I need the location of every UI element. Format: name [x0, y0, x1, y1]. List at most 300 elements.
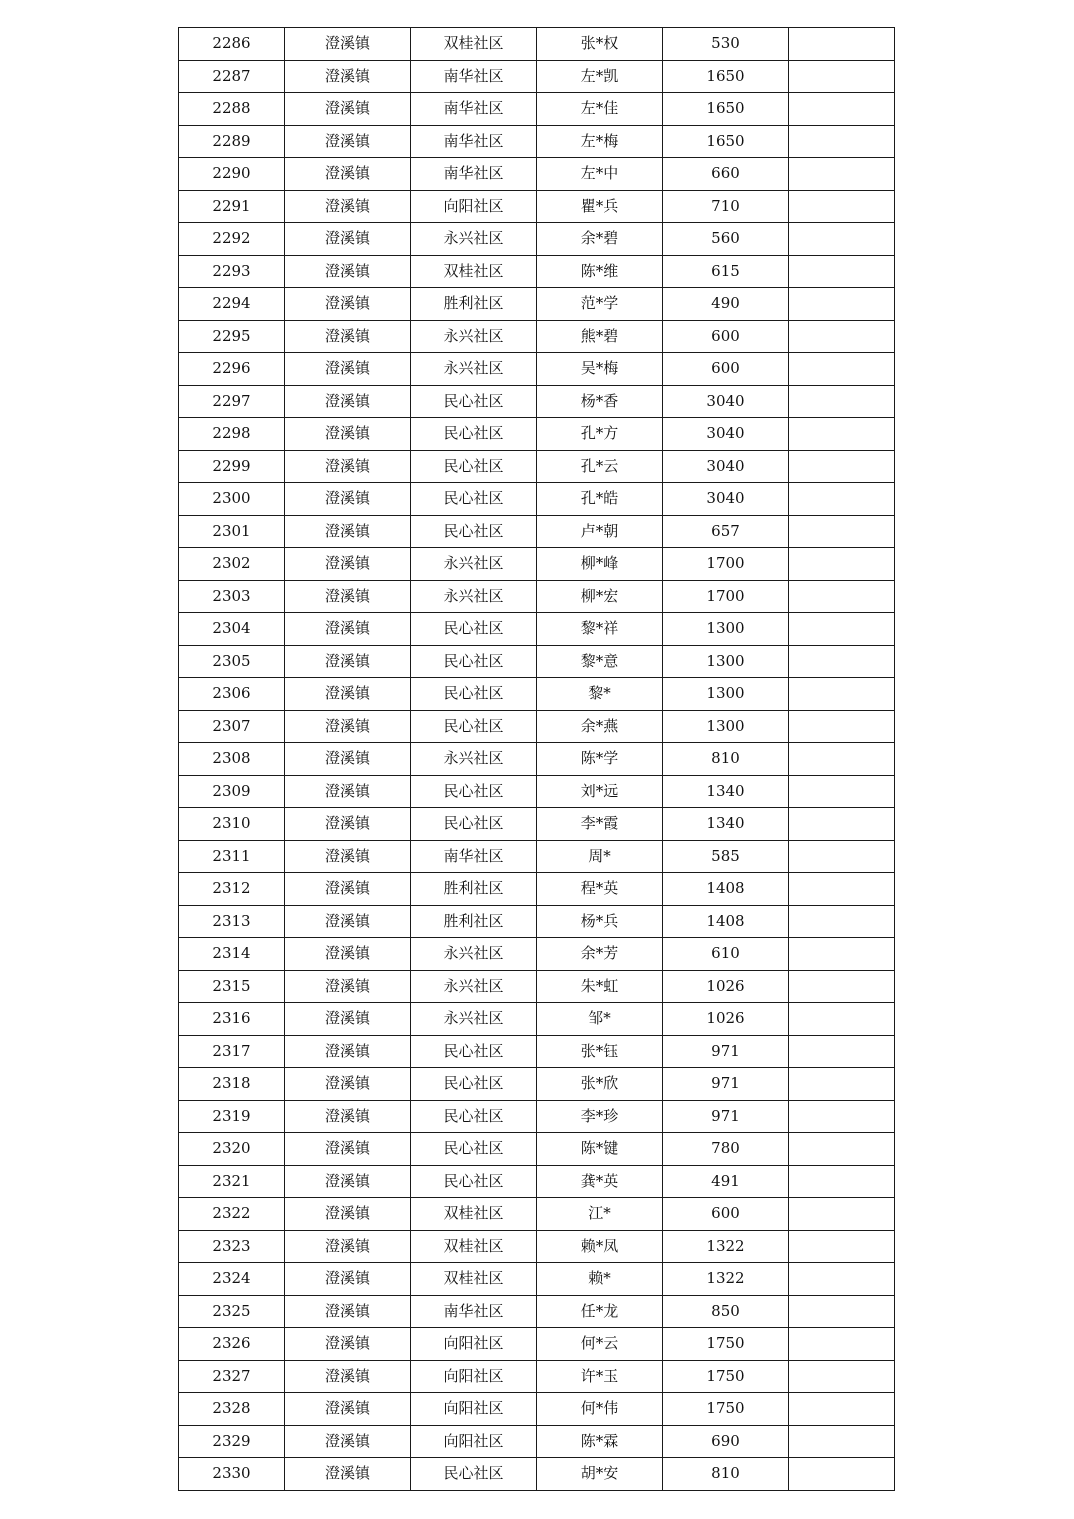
amount-cell: 850 — [663, 1295, 789, 1328]
note-cell — [789, 1295, 895, 1328]
table-row — [179, 450, 895, 483]
table-row — [179, 353, 895, 386]
row-number-cell: 2288 — [179, 93, 285, 126]
town-cell: 澄溪镇 — [285, 1165, 411, 1198]
town-cell: 澄溪镇 — [285, 1328, 411, 1361]
row-number-cell: 2296 — [179, 353, 285, 386]
row-number-cell: 2286 — [179, 28, 285, 61]
amount-cell: 3040 — [663, 418, 789, 451]
community-cell: 永兴社区 — [411, 580, 537, 613]
town-cell: 澄溪镇 — [285, 60, 411, 93]
community-cell: 永兴社区 — [411, 320, 537, 353]
name-cell: 赖* — [537, 1263, 663, 1296]
table-row — [179, 223, 895, 256]
name-cell: 张*钰 — [537, 1035, 663, 1068]
community-cell: 永兴社区 — [411, 353, 537, 386]
community-cell: 双桂社区 — [411, 1230, 537, 1263]
table-row — [179, 483, 895, 516]
table-row — [179, 1230, 895, 1263]
name-cell: 黎*意 — [537, 645, 663, 678]
note-cell — [789, 645, 895, 678]
town-cell: 澄溪镇 — [285, 1198, 411, 1231]
town-cell: 澄溪镇 — [285, 1230, 411, 1263]
table-row — [179, 645, 895, 678]
amount-cell: 1700 — [663, 580, 789, 613]
name-cell: 张*权 — [537, 28, 663, 61]
amount-cell: 1026 — [663, 1003, 789, 1036]
note-cell — [789, 840, 895, 873]
community-cell: 民心社区 — [411, 710, 537, 743]
note-cell — [789, 1425, 895, 1458]
town-cell: 澄溪镇 — [285, 1458, 411, 1491]
table-row — [179, 840, 895, 873]
name-cell: 柳*宏 — [537, 580, 663, 613]
note-cell — [789, 613, 895, 646]
row-number-cell: 2327 — [179, 1360, 285, 1393]
name-cell: 朱*虹 — [537, 970, 663, 1003]
amount-cell: 1300 — [663, 678, 789, 711]
note-cell — [789, 873, 895, 906]
town-cell: 澄溪镇 — [285, 1100, 411, 1133]
row-number-cell: 2287 — [179, 60, 285, 93]
amount-cell: 600 — [663, 353, 789, 386]
note-cell — [789, 1198, 895, 1231]
amount-cell: 1300 — [663, 710, 789, 743]
town-cell: 澄溪镇 — [285, 613, 411, 646]
community-cell: 双桂社区 — [411, 28, 537, 61]
amount-cell: 1750 — [663, 1360, 789, 1393]
table-row — [179, 190, 895, 223]
row-number-cell: 2316 — [179, 1003, 285, 1036]
row-number-cell: 2309 — [179, 775, 285, 808]
town-cell: 澄溪镇 — [285, 1425, 411, 1458]
name-cell: 李*霞 — [537, 808, 663, 841]
row-number-cell: 2301 — [179, 515, 285, 548]
row-number-cell: 2315 — [179, 970, 285, 1003]
row-number-cell: 2319 — [179, 1100, 285, 1133]
row-number-cell: 2317 — [179, 1035, 285, 1068]
name-cell: 周* — [537, 840, 663, 873]
table-row — [179, 125, 895, 158]
row-number-cell: 2303 — [179, 580, 285, 613]
table-row — [179, 288, 895, 321]
row-number-cell: 2292 — [179, 223, 285, 256]
row-number-cell: 2298 — [179, 418, 285, 451]
town-cell: 澄溪镇 — [285, 125, 411, 158]
name-cell: 柳*峰 — [537, 548, 663, 581]
table-row — [179, 905, 895, 938]
note-cell — [789, 1360, 895, 1393]
table-row — [179, 1198, 895, 1231]
roster-table-body — [179, 28, 895, 1491]
note-cell — [789, 320, 895, 353]
town-cell: 澄溪镇 — [285, 223, 411, 256]
community-cell: 民心社区 — [411, 645, 537, 678]
amount-cell: 660 — [663, 158, 789, 191]
table-row — [179, 743, 895, 776]
row-number-cell: 2295 — [179, 320, 285, 353]
note-cell — [789, 1328, 895, 1361]
town-cell: 澄溪镇 — [285, 255, 411, 288]
town-cell: 澄溪镇 — [285, 905, 411, 938]
town-cell: 澄溪镇 — [285, 450, 411, 483]
name-cell: 陈*键 — [537, 1133, 663, 1166]
note-cell — [789, 1230, 895, 1263]
name-cell: 胡*安 — [537, 1458, 663, 1491]
table-row — [179, 613, 895, 646]
community-cell: 民心社区 — [411, 1068, 537, 1101]
note-cell — [789, 1003, 895, 1036]
table-row — [179, 1035, 895, 1068]
town-cell: 澄溪镇 — [285, 548, 411, 581]
note-cell — [789, 678, 895, 711]
amount-cell: 780 — [663, 1133, 789, 1166]
amount-cell: 1408 — [663, 905, 789, 938]
name-cell: 孔*云 — [537, 450, 663, 483]
community-cell: 向阳社区 — [411, 1360, 537, 1393]
note-cell — [789, 28, 895, 61]
amount-cell: 971 — [663, 1068, 789, 1101]
table-row — [179, 1458, 895, 1491]
table-row — [179, 970, 895, 1003]
town-cell: 澄溪镇 — [285, 1263, 411, 1296]
community-cell: 向阳社区 — [411, 1328, 537, 1361]
amount-cell: 1300 — [663, 613, 789, 646]
amount-cell: 657 — [663, 515, 789, 548]
note-cell — [789, 548, 895, 581]
amount-cell: 1300 — [663, 645, 789, 678]
name-cell: 李*珍 — [537, 1100, 663, 1133]
table-row — [179, 1295, 895, 1328]
amount-cell: 490 — [663, 288, 789, 321]
name-cell: 杨*香 — [537, 385, 663, 418]
community-cell: 永兴社区 — [411, 548, 537, 581]
community-cell: 双桂社区 — [411, 1198, 537, 1231]
community-cell: 民心社区 — [411, 385, 537, 418]
row-number-cell: 2312 — [179, 873, 285, 906]
note-cell — [789, 1393, 895, 1426]
community-cell: 永兴社区 — [411, 938, 537, 971]
row-number-cell: 2324 — [179, 1263, 285, 1296]
name-cell: 邹* — [537, 1003, 663, 1036]
note-cell — [789, 483, 895, 516]
name-cell: 陈*维 — [537, 255, 663, 288]
note-cell — [789, 1165, 895, 1198]
amount-cell: 610 — [663, 938, 789, 971]
note-cell — [789, 905, 895, 938]
town-cell: 澄溪镇 — [285, 515, 411, 548]
note-cell — [789, 223, 895, 256]
table-row — [179, 775, 895, 808]
name-cell: 杨*兵 — [537, 905, 663, 938]
town-cell: 澄溪镇 — [285, 808, 411, 841]
note-cell — [789, 190, 895, 223]
amount-cell: 1750 — [663, 1328, 789, 1361]
table-row — [179, 1328, 895, 1361]
name-cell: 陈*霖 — [537, 1425, 663, 1458]
note-cell — [789, 1458, 895, 1491]
amount-cell: 600 — [663, 320, 789, 353]
note-cell — [789, 938, 895, 971]
town-cell: 澄溪镇 — [285, 1133, 411, 1166]
name-cell: 程*英 — [537, 873, 663, 906]
note-cell — [789, 353, 895, 386]
community-cell: 南华社区 — [411, 60, 537, 93]
row-number-cell: 2300 — [179, 483, 285, 516]
community-cell: 永兴社区 — [411, 970, 537, 1003]
row-number-cell: 2289 — [179, 125, 285, 158]
town-cell: 澄溪镇 — [285, 775, 411, 808]
row-number-cell: 2329 — [179, 1425, 285, 1458]
name-cell: 江* — [537, 1198, 663, 1231]
amount-cell: 1650 — [663, 93, 789, 126]
community-cell: 南华社区 — [411, 1295, 537, 1328]
town-cell: 澄溪镇 — [285, 710, 411, 743]
name-cell: 刘*远 — [537, 775, 663, 808]
community-cell: 民心社区 — [411, 808, 537, 841]
row-number-cell: 2318 — [179, 1068, 285, 1101]
name-cell: 吴*梅 — [537, 353, 663, 386]
table-row — [179, 28, 895, 61]
name-cell: 卢*朝 — [537, 515, 663, 548]
row-number-cell: 2321 — [179, 1165, 285, 1198]
table-row — [179, 320, 895, 353]
community-cell: 民心社区 — [411, 418, 537, 451]
community-cell: 民心社区 — [411, 515, 537, 548]
row-number-cell: 2330 — [179, 1458, 285, 1491]
community-cell: 胜利社区 — [411, 905, 537, 938]
name-cell: 左*凯 — [537, 60, 663, 93]
table-row — [179, 1100, 895, 1133]
row-number-cell: 2293 — [179, 255, 285, 288]
community-cell: 民心社区 — [411, 1458, 537, 1491]
table-row — [179, 1003, 895, 1036]
amount-cell: 3040 — [663, 450, 789, 483]
name-cell: 左*中 — [537, 158, 663, 191]
town-cell: 澄溪镇 — [285, 1035, 411, 1068]
table-row — [179, 548, 895, 581]
table-row — [179, 1393, 895, 1426]
row-number-cell: 2328 — [179, 1393, 285, 1426]
table-row — [179, 60, 895, 93]
amount-cell: 1700 — [663, 548, 789, 581]
note-cell — [789, 288, 895, 321]
town-cell: 澄溪镇 — [285, 483, 411, 516]
note-cell — [789, 125, 895, 158]
community-cell: 永兴社区 — [411, 1003, 537, 1036]
amount-cell: 1026 — [663, 970, 789, 1003]
note-cell — [789, 808, 895, 841]
amount-cell: 585 — [663, 840, 789, 873]
community-cell: 民心社区 — [411, 1133, 537, 1166]
community-cell: 胜利社区 — [411, 288, 537, 321]
community-cell: 民心社区 — [411, 1165, 537, 1198]
row-number-cell: 2323 — [179, 1230, 285, 1263]
amount-cell: 491 — [663, 1165, 789, 1198]
amount-cell: 1750 — [663, 1393, 789, 1426]
table-row — [179, 710, 895, 743]
amount-cell: 560 — [663, 223, 789, 256]
name-cell: 孔*方 — [537, 418, 663, 451]
amount-cell: 600 — [663, 1198, 789, 1231]
table-row — [179, 938, 895, 971]
note-cell — [789, 580, 895, 613]
community-cell: 双桂社区 — [411, 1263, 537, 1296]
table-row — [179, 808, 895, 841]
row-number-cell: 2313 — [179, 905, 285, 938]
town-cell: 澄溪镇 — [285, 28, 411, 61]
name-cell: 龚*英 — [537, 1165, 663, 1198]
row-number-cell: 2311 — [179, 840, 285, 873]
row-number-cell: 2304 — [179, 613, 285, 646]
row-number-cell: 2307 — [179, 710, 285, 743]
name-cell: 任*龙 — [537, 1295, 663, 1328]
community-cell: 南华社区 — [411, 158, 537, 191]
town-cell: 澄溪镇 — [285, 418, 411, 451]
row-number-cell: 2291 — [179, 190, 285, 223]
town-cell: 澄溪镇 — [285, 645, 411, 678]
amount-cell: 810 — [663, 743, 789, 776]
community-cell: 南华社区 — [411, 840, 537, 873]
town-cell: 澄溪镇 — [285, 190, 411, 223]
row-number-cell: 2325 — [179, 1295, 285, 1328]
amount-cell: 810 — [663, 1458, 789, 1491]
note-cell — [789, 385, 895, 418]
amount-cell: 530 — [663, 28, 789, 61]
community-cell: 民心社区 — [411, 483, 537, 516]
note-cell — [789, 970, 895, 1003]
name-cell: 熊*碧 — [537, 320, 663, 353]
town-cell: 澄溪镇 — [285, 1393, 411, 1426]
note-cell — [789, 743, 895, 776]
community-cell: 永兴社区 — [411, 223, 537, 256]
town-cell: 澄溪镇 — [285, 678, 411, 711]
note-cell — [789, 418, 895, 451]
community-cell: 向阳社区 — [411, 190, 537, 223]
table-row — [179, 158, 895, 191]
amount-cell: 1650 — [663, 125, 789, 158]
row-number-cell: 2320 — [179, 1133, 285, 1166]
amount-cell: 1322 — [663, 1263, 789, 1296]
community-cell: 民心社区 — [411, 1100, 537, 1133]
row-number-cell: 2297 — [179, 385, 285, 418]
name-cell: 张*欣 — [537, 1068, 663, 1101]
table-row — [179, 93, 895, 126]
name-cell: 赖*凤 — [537, 1230, 663, 1263]
table-row — [179, 678, 895, 711]
note-cell — [789, 515, 895, 548]
name-cell: 何*伟 — [537, 1393, 663, 1426]
name-cell: 许*玉 — [537, 1360, 663, 1393]
note-cell — [789, 255, 895, 288]
community-cell: 胜利社区 — [411, 873, 537, 906]
amount-cell: 615 — [663, 255, 789, 288]
town-cell: 澄溪镇 — [285, 970, 411, 1003]
community-cell: 向阳社区 — [411, 1393, 537, 1426]
community-cell: 双桂社区 — [411, 255, 537, 288]
town-cell: 澄溪镇 — [285, 873, 411, 906]
community-cell: 民心社区 — [411, 450, 537, 483]
table-row — [179, 1133, 895, 1166]
note-cell — [789, 93, 895, 126]
row-number-cell: 2322 — [179, 1198, 285, 1231]
name-cell: 范*学 — [537, 288, 663, 321]
amount-cell: 971 — [663, 1100, 789, 1133]
note-cell — [789, 60, 895, 93]
note-cell — [789, 775, 895, 808]
amount-cell: 1650 — [663, 60, 789, 93]
town-cell: 澄溪镇 — [285, 1295, 411, 1328]
row-number-cell: 2294 — [179, 288, 285, 321]
name-cell: 左*梅 — [537, 125, 663, 158]
name-cell: 余*燕 — [537, 710, 663, 743]
amount-cell: 710 — [663, 190, 789, 223]
name-cell: 黎*祥 — [537, 613, 663, 646]
town-cell: 澄溪镇 — [285, 580, 411, 613]
table-row — [179, 1165, 895, 1198]
name-cell: 何*云 — [537, 1328, 663, 1361]
note-cell — [789, 710, 895, 743]
table-row — [179, 255, 895, 288]
roster-table — [178, 27, 895, 1491]
row-number-cell: 2306 — [179, 678, 285, 711]
table-row — [179, 1263, 895, 1296]
town-cell: 澄溪镇 — [285, 93, 411, 126]
community-cell: 民心社区 — [411, 678, 537, 711]
table-row — [179, 1068, 895, 1101]
note-cell — [789, 1035, 895, 1068]
town-cell: 澄溪镇 — [285, 840, 411, 873]
row-number-cell: 2302 — [179, 548, 285, 581]
town-cell: 澄溪镇 — [285, 1068, 411, 1101]
amount-cell: 3040 — [663, 385, 789, 418]
note-cell — [789, 1133, 895, 1166]
table-row — [179, 580, 895, 613]
note-cell — [789, 1100, 895, 1133]
town-cell: 澄溪镇 — [285, 1360, 411, 1393]
name-cell: 余*碧 — [537, 223, 663, 256]
row-number-cell: 2310 — [179, 808, 285, 841]
town-cell: 澄溪镇 — [285, 353, 411, 386]
town-cell: 澄溪镇 — [285, 320, 411, 353]
note-cell — [789, 450, 895, 483]
community-cell: 南华社区 — [411, 93, 537, 126]
name-cell: 余*芳 — [537, 938, 663, 971]
amount-cell: 3040 — [663, 483, 789, 516]
town-cell: 澄溪镇 — [285, 288, 411, 321]
community-cell: 南华社区 — [411, 125, 537, 158]
amount-cell: 690 — [663, 1425, 789, 1458]
note-cell — [789, 1263, 895, 1296]
row-number-cell: 2308 — [179, 743, 285, 776]
town-cell: 澄溪镇 — [285, 743, 411, 776]
amount-cell: 1340 — [663, 775, 789, 808]
community-cell: 民心社区 — [411, 775, 537, 808]
table-row — [179, 418, 895, 451]
town-cell: 澄溪镇 — [285, 158, 411, 191]
name-cell: 左*佳 — [537, 93, 663, 126]
name-cell: 黎* — [537, 678, 663, 711]
row-number-cell: 2299 — [179, 450, 285, 483]
amount-cell: 1408 — [663, 873, 789, 906]
name-cell: 孔*皓 — [537, 483, 663, 516]
community-cell: 民心社区 — [411, 1035, 537, 1068]
amount-cell: 971 — [663, 1035, 789, 1068]
town-cell: 澄溪镇 — [285, 938, 411, 971]
community-cell: 民心社区 — [411, 613, 537, 646]
note-cell — [789, 1068, 895, 1101]
row-number-cell: 2305 — [179, 645, 285, 678]
